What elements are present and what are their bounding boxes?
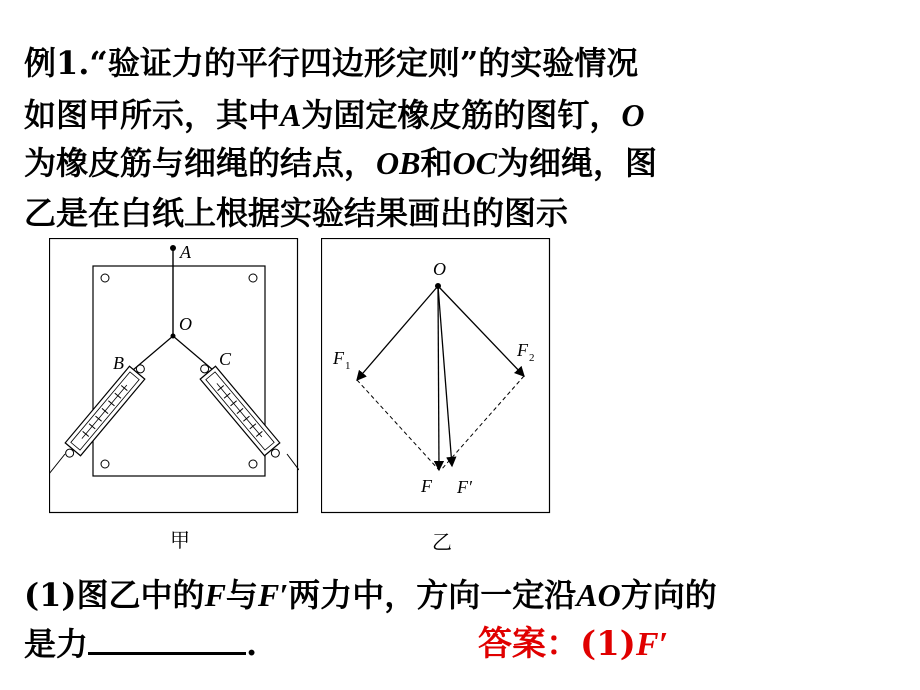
label-o: O — [433, 259, 446, 279]
problem-text: 为固定橡皮筋的图钉， — [301, 96, 622, 134]
caption-jia: 甲 — [170, 528, 190, 552]
question-line-1 — [24, 575, 717, 615]
parallelogram-side — [441, 376, 524, 470]
question-text: 是力 — [24, 625, 89, 663]
string-oc-label: OC — [452, 145, 497, 181]
direction-ao-label: AO — [576, 577, 621, 613]
question-text: 与 — [225, 576, 258, 614]
label-b: B — [113, 353, 124, 373]
problem-line-3 — [24, 143, 657, 183]
label-f2: F — [517, 340, 528, 360]
question-text: 方向的 — [620, 576, 717, 614]
label-c: C — [219, 349, 232, 369]
answer-label: 答案：(1) — [478, 624, 636, 664]
parallelogram-side — [357, 380, 439, 470]
label-f: F — [421, 476, 432, 496]
question-line-2 — [24, 624, 257, 664]
string-ob-label: OB — [376, 145, 421, 181]
scale-b-handle — [49, 454, 65, 474]
figure-yi — [321, 238, 551, 516]
question-text: (1)图乙中的 — [24, 576, 205, 614]
label-a: A — [180, 242, 191, 262]
label-f-prime: F′ — [457, 477, 472, 497]
pin-hole — [101, 274, 109, 282]
pin-hole — [249, 460, 257, 468]
pin-hole — [249, 274, 257, 282]
vector-f — [438, 286, 439, 470]
label-o: O — [179, 314, 192, 334]
force-f-label: F — [204, 577, 226, 613]
problem-text: 为细绳，图 — [496, 144, 657, 182]
answer — [478, 616, 668, 665]
pin-hole — [101, 460, 109, 468]
label-f1-sub: 1 — [345, 360, 351, 372]
problem-text: 例1.“验证力的平行四边形定则”的实验情况 — [24, 44, 639, 82]
problem-text: 乙是在白纸上根据实验结果画出的图示 — [24, 194, 569, 232]
vector-f2 — [438, 286, 524, 376]
figure-jia — [49, 238, 299, 516]
figure-border — [322, 239, 550, 513]
force-f-prime-label: F′ — [257, 577, 289, 613]
spring-scale-b — [59, 359, 150, 462]
spring-scale-c — [194, 359, 285, 462]
problem-line-4 — [24, 193, 568, 233]
problem-line-1 — [24, 43, 638, 83]
answer-blank — [88, 624, 246, 655]
point-o-label: O — [621, 97, 645, 133]
vector-f1 — [357, 286, 438, 380]
point-a-label: A — [280, 97, 302, 133]
problem-text: 为橡皮筋与细绳的结点， — [24, 144, 377, 182]
string-oc — [173, 336, 213, 370]
problem-line-2 — [24, 95, 644, 135]
caption-yi: 乙 — [432, 530, 452, 554]
vector-f-prime — [438, 286, 452, 466]
label-f1: F — [333, 348, 344, 368]
problem-text: 如图甲所示，其中 — [24, 96, 281, 134]
problem-text: 和 — [420, 144, 453, 182]
question-period: . — [246, 625, 258, 663]
question-text: 两力中，方向一定沿 — [288, 576, 577, 614]
answer-value: F′ — [635, 626, 669, 663]
label-f2-sub: 2 — [529, 352, 535, 364]
